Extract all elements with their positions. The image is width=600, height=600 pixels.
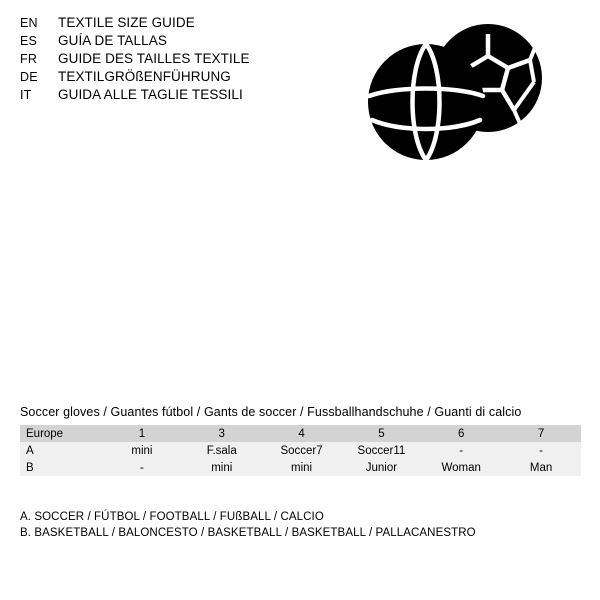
table-title: Soccer gloves / Guantes fútbol / Gants de soccer / Fussballhandschuhe / Guanti di calcio	[20, 405, 522, 419]
table-cell: Soccer7	[262, 442, 342, 459]
table-cell: Soccer11	[341, 442, 421, 459]
table-header-row	[20, 425, 581, 442]
table-cell: F.sala	[182, 442, 262, 459]
language-title: GUÍA DE TALLAS	[58, 33, 167, 48]
table-cell: Woman	[421, 459, 501, 476]
language-row	[20, 68, 320, 86]
language-title-list	[20, 14, 320, 104]
table-header-cell: 5	[341, 425, 421, 442]
language-row	[20, 32, 320, 50]
table-cell: mini	[182, 459, 262, 476]
language-title: GUIDE DES TAILLES TEXTILE	[58, 51, 250, 66]
table-row	[20, 442, 581, 459]
table-cell: mini	[102, 442, 182, 459]
size-table-section	[20, 405, 581, 476]
table-cell: Man	[501, 459, 581, 476]
language-title: TEXTILE SIZE GUIDE	[58, 15, 195, 30]
table-header-cell: Europe	[20, 425, 102, 442]
basketball-and-soccer-ball-icon	[356, 20, 566, 175]
table-cell: -	[102, 459, 182, 476]
table-cell: mini	[262, 459, 342, 476]
footnote-b: B. BASKETBALL / BALONCESTO / BASKETBALL / BASKETBALL / PALLACANESTRO	[20, 527, 476, 539]
table-header-cell: 4	[262, 425, 342, 442]
language-code: FR	[20, 52, 38, 66]
size-table	[20, 425, 581, 476]
footnote-list	[20, 509, 580, 541]
language-row	[20, 14, 320, 32]
table-row-label: B	[20, 459, 102, 476]
table-row	[20, 459, 581, 476]
language-title: TEXTILGRÖßENFÜHRUNG	[58, 69, 231, 84]
table-row-label: A	[20, 442, 102, 459]
table-header-cell: 6	[421, 425, 501, 442]
language-row	[20, 86, 320, 104]
table-header-cell: 7	[501, 425, 581, 442]
language-row	[20, 50, 320, 68]
language-code: EN	[20, 16, 38, 30]
language-code: DE	[20, 70, 38, 84]
table-header-cell: 1	[102, 425, 182, 442]
language-title: GUIDA ALLE TAGLIE TESSILI	[58, 87, 243, 102]
table-cell: -	[421, 442, 501, 459]
language-code: IT	[20, 88, 32, 102]
table-cell: -	[501, 442, 581, 459]
footnote-a: A. SOCCER / FÚTBOL / FOOTBALL / FUßBALL / CALCIO	[20, 511, 324, 523]
table-cell: Junior	[341, 459, 421, 476]
table-header-cell: 3	[182, 425, 262, 442]
language-code: ES	[20, 34, 38, 48]
